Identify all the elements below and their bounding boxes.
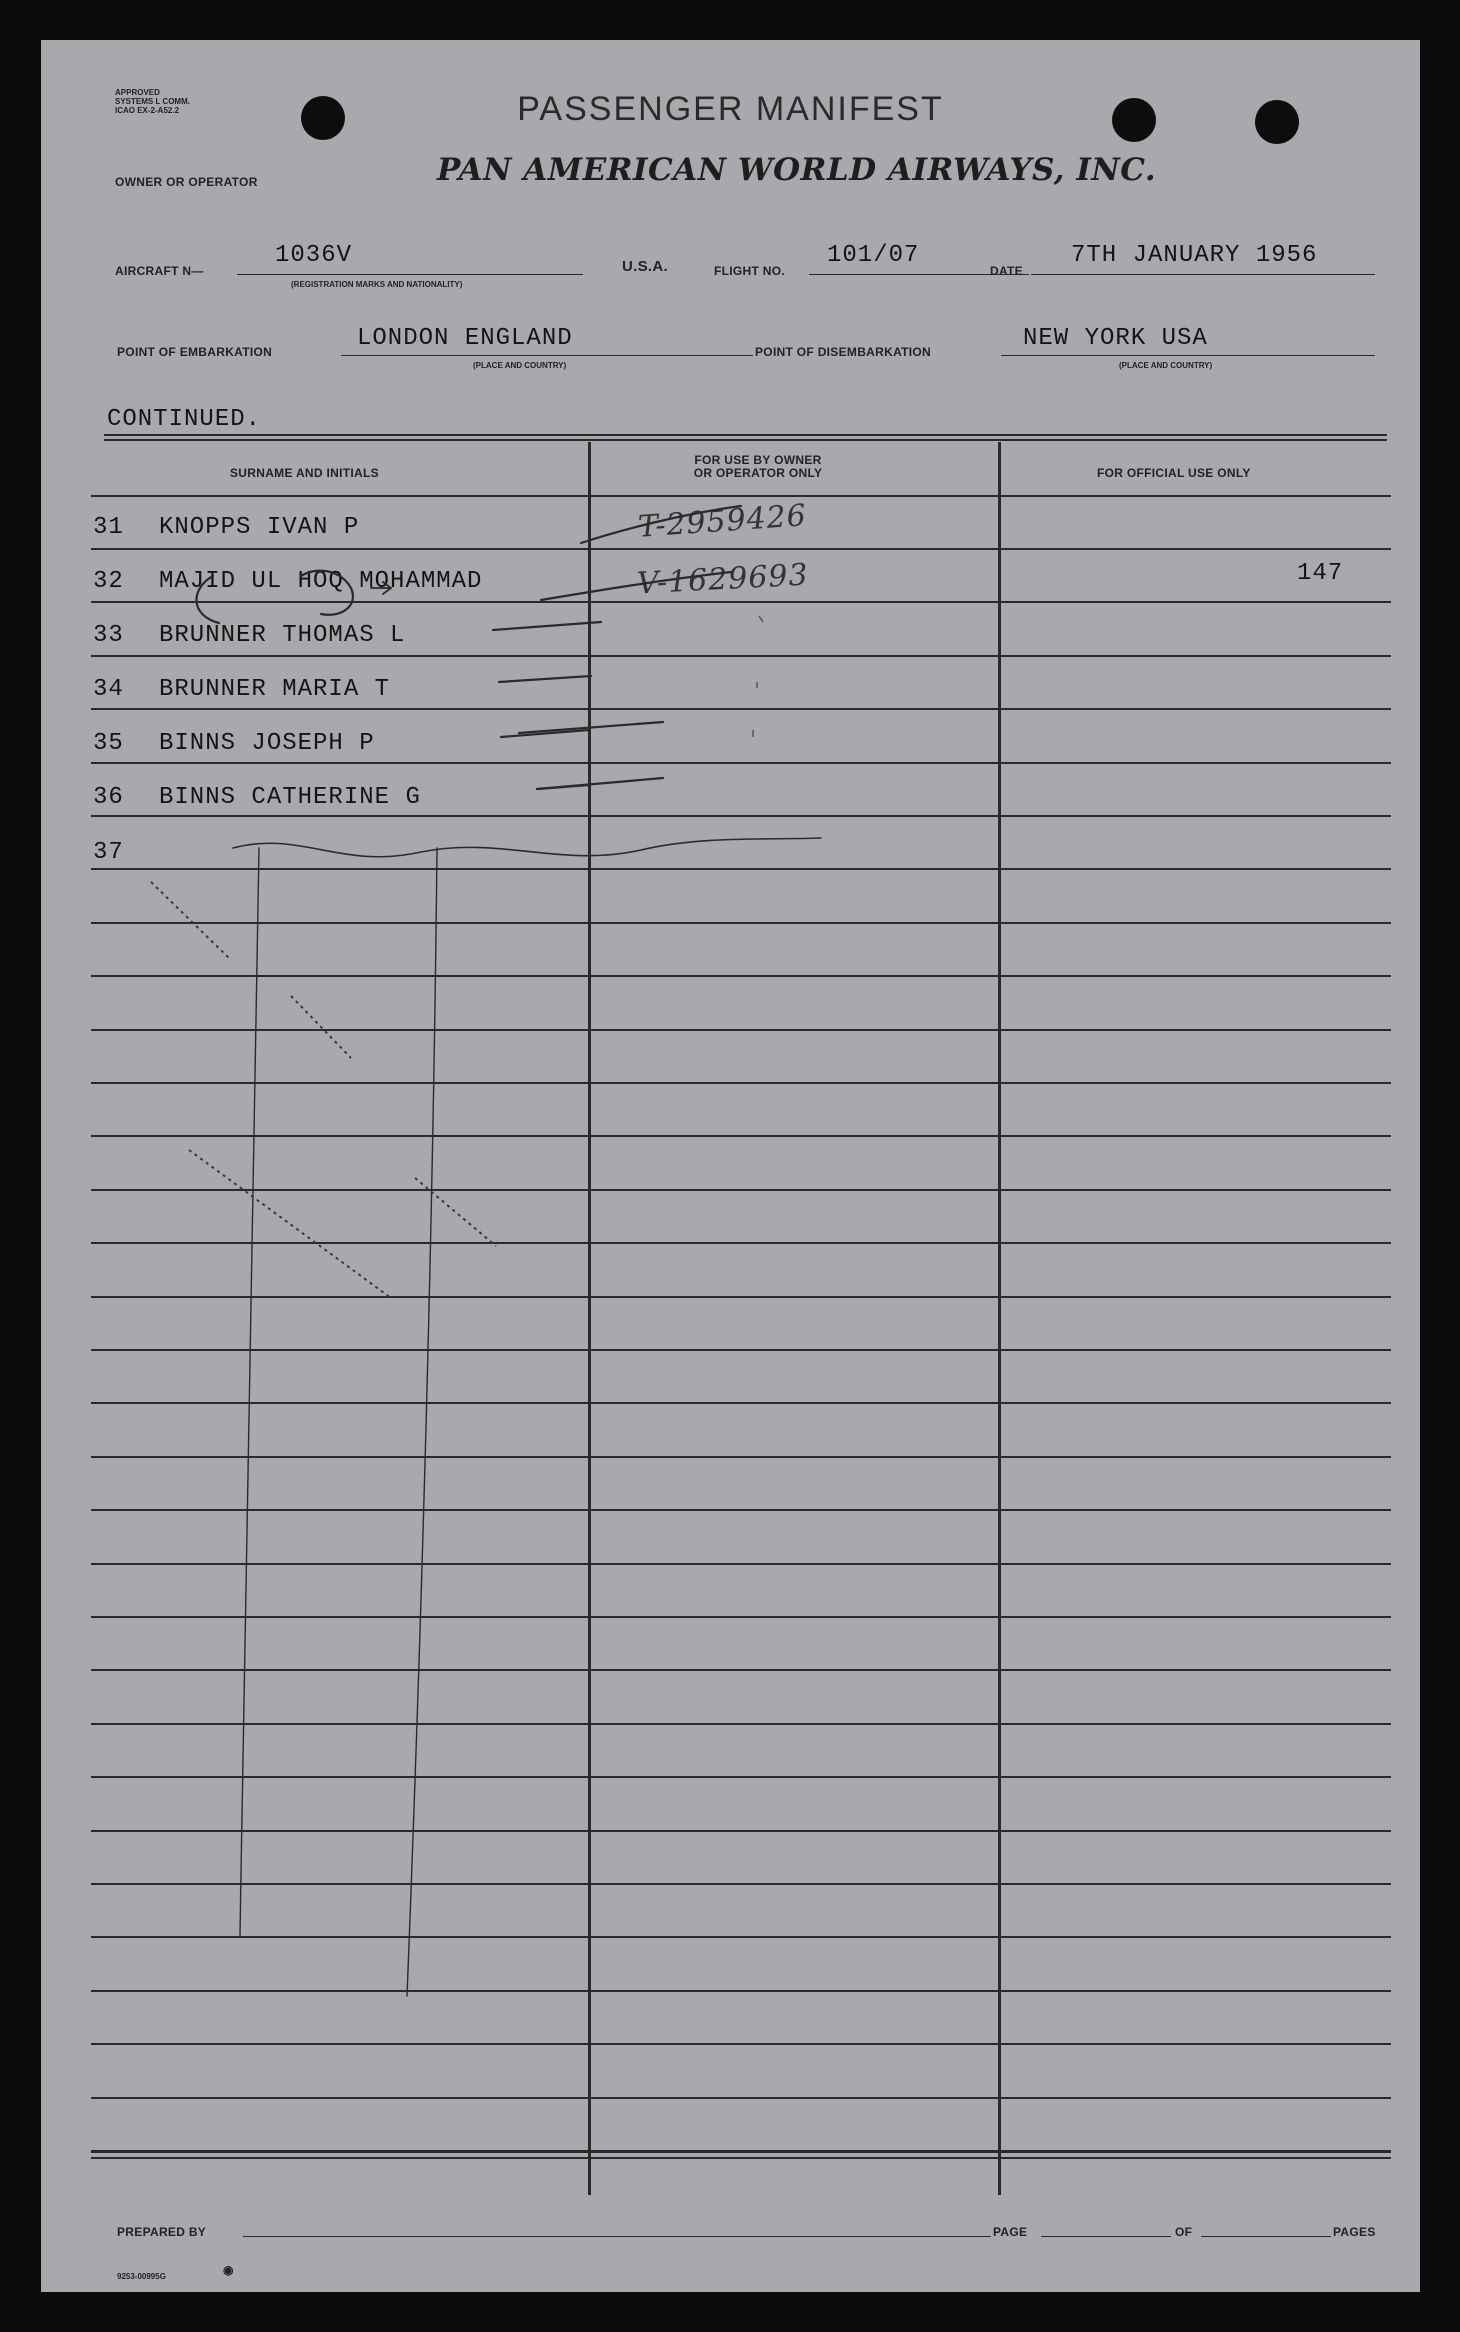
disembarkation-value: NEW YORK USA: [1023, 325, 1208, 352]
approval-line: SYSTEMS L COMM.: [115, 97, 190, 106]
column-header-official: FOR OFFICIAL USE ONLY: [1097, 466, 1251, 480]
row-number: 32: [93, 568, 124, 595]
form-code: 9253-00995G: [117, 2272, 166, 2281]
owner-label: OWNER OR OPERATOR: [115, 175, 258, 189]
circle-stroke: [301, 571, 353, 615]
aircraft-label: AIRCRAFT N—: [115, 264, 204, 278]
prepared-underline: [243, 2236, 991, 2237]
date-label: DATE: [990, 264, 1023, 278]
of-label: OF: [1175, 2225, 1193, 2239]
flight-label: FLIGHT NO.: [714, 264, 785, 278]
passenger-name: BRUNNER THOMAS L: [159, 622, 406, 649]
registration-caption: (REGISTRATION MARKS AND NATIONALITY): [291, 280, 463, 289]
smudge-mark: [415, 1178, 496, 1246]
name-underline-stroke: [541, 572, 731, 600]
owner-note: T-2959426: [636, 498, 808, 545]
passenger-name: BINNS CATHERINE G: [159, 784, 421, 811]
official-entry: 147: [1297, 560, 1344, 587]
approval-line: ICAO EX-2-A52.2: [115, 106, 180, 115]
flight-value: 101/07: [827, 242, 920, 269]
table-bottom-rule: [91, 2151, 1391, 2153]
owner-note: V-1629693: [636, 557, 810, 602]
table-bottom-rule: [91, 2157, 1391, 2159]
page-label: PAGE: [993, 2225, 1028, 2239]
row-number: 36: [93, 784, 124, 811]
place-caption: (PLACE AND COUNTRY): [473, 361, 567, 370]
page-underline: [1041, 2236, 1171, 2237]
dash-stroke: [537, 778, 663, 789]
of-underline: [1201, 2236, 1331, 2237]
date-value: 7TH JANUARY 1956: [1071, 242, 1318, 269]
tick-mark: [759, 616, 763, 622]
row-number: 34: [93, 676, 124, 703]
prepared-label: PREPARED BY: [117, 2225, 207, 2239]
column-header-names: SURNAME AND INITIALS: [230, 466, 379, 480]
passenger-name: BRUNNER MARIA T: [159, 676, 391, 703]
column-header-owner-line: FOR USE BY OWNER: [694, 453, 822, 467]
disembarkation-label: POINT OF DISEMBARKATION: [755, 345, 932, 359]
continued-label: CONTINUED.: [107, 406, 262, 433]
vertical-pencil-line: [407, 848, 437, 1996]
union-bug-icon: ◉: [223, 2263, 234, 2277]
row-number: 33: [93, 622, 124, 649]
vertical-pencil-line: [240, 848, 259, 1936]
wave-stroke: [233, 838, 821, 857]
smudge-mark: [291, 996, 351, 1058]
operator-name: PAN AMERICAN WORLD AIRWAYS, INC.: [437, 152, 1157, 188]
passenger-name: BINNS JOSEPH P: [159, 730, 375, 757]
row-number: 35: [93, 730, 124, 757]
dash-stroke: [493, 622, 601, 630]
pencil-marks: [41, 40, 1420, 2292]
smudge-mark: [151, 882, 231, 960]
passenger-name: KNOPPS IVAN P: [159, 514, 360, 541]
passenger-name: MAJID UL HOQ MOHAMMAD: [159, 568, 483, 595]
aircraft-value: 1036V: [275, 242, 353, 269]
pages-label: PAGES: [1333, 2225, 1376, 2239]
page-title: PASSENGER MANIFEST: [517, 90, 944, 128]
approval-line: APPROVED: [115, 88, 160, 97]
smudge-mark: [189, 1150, 391, 1298]
row-number: 31: [93, 514, 124, 541]
usa-label: U.S.A.: [622, 258, 668, 275]
dash-stroke: [519, 722, 663, 733]
row-number: 37: [93, 839, 124, 866]
place-caption: (PLACE AND COUNTRY): [1119, 361, 1213, 370]
arrow-icon: [371, 582, 391, 594]
embarkation-value: LONDON ENGLAND: [357, 325, 573, 352]
column-header-owner-line: OR OPERATOR ONLY: [693, 466, 823, 480]
circle-stroke: [196, 576, 219, 623]
name-underline-stroke: [581, 506, 741, 543]
manifest-sheet: [41, 40, 1420, 2292]
embarkation-label: POINT OF EMBARKATION: [117, 345, 273, 359]
dash-stroke: [499, 676, 591, 682]
